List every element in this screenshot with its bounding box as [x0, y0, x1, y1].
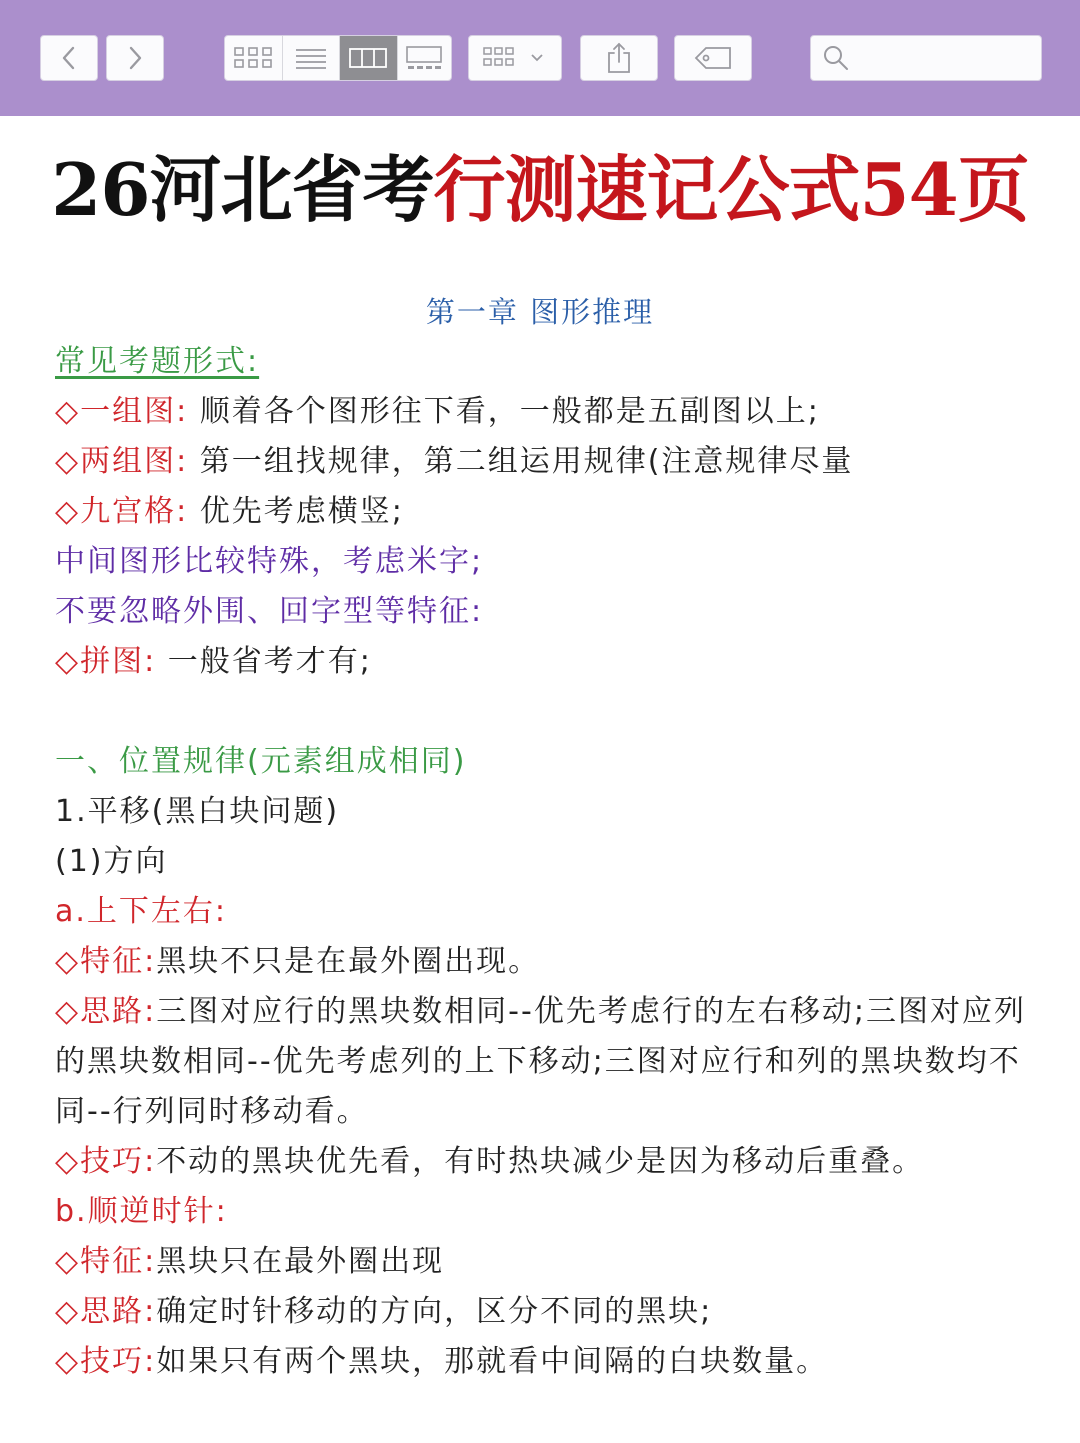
item-label: ◇九宫格:: [55, 494, 189, 529]
list-item: [55, 640, 1055, 684]
item-text: 三图对应行的黑块数相同--优先考虑行的左右移动;三图对应列的黑块数相同--优先考虑列的上下移动;三图对应行和列的黑块数均不同--行列同时移动看。: [55, 994, 1026, 1129]
item-text: 如果只有两个黑块，那就看中间隔的白块数量。: [156, 1344, 829, 1379]
item-text: 顺着各个图形往下看，一般都是五副图以上;: [188, 394, 820, 429]
title-red-part: 行测速记公式54页: [433, 147, 1029, 232]
title-black-part: 26河北省考: [51, 147, 434, 232]
finder-toolbar: [0, 0, 1080, 116]
gallery-view-icon: [404, 45, 444, 71]
list-item: [55, 1240, 1055, 1284]
item-label: ◇思路:: [55, 994, 157, 1029]
list-item: [55, 490, 1055, 534]
list-view-button[interactable]: [283, 36, 341, 80]
list-view-icon: [294, 46, 328, 70]
search-field[interactable]: [810, 35, 1042, 81]
list-item-paragraph: [55, 987, 1045, 1137]
list-item: [55, 1340, 1055, 1384]
grid-view-button[interactable]: [225, 36, 283, 80]
item-label: ◇特征:: [55, 1244, 157, 1279]
tag-button[interactable]: [674, 35, 752, 81]
list-item: [55, 1290, 1055, 1334]
item-text: 黑块只在最外圈出现: [156, 1244, 445, 1279]
view-mode-segmented-control: [224, 35, 452, 81]
item-label: ◇两组图:: [55, 444, 189, 479]
group-by-button[interactable]: [468, 35, 562, 81]
item-text: 第一组找规律，第二组运用规律(注意规律尽量: [188, 444, 854, 479]
forward-button[interactable]: [106, 35, 164, 81]
item-label: ◇一组图:: [55, 394, 189, 429]
item-label: ◇特征:: [55, 944, 157, 979]
subheading-a: a.上下左右:: [55, 894, 228, 929]
chevron-right-icon: [124, 45, 146, 71]
item-label: ◇拼图:: [55, 644, 157, 679]
item-text: 一般省考才有;: [156, 644, 372, 679]
list-item: [55, 390, 1055, 434]
item-text: 黑块不只是在最外圈出现。: [156, 944, 541, 979]
chevron-left-icon: [58, 45, 80, 71]
search-icon: [821, 43, 851, 73]
list-item: [55, 940, 1055, 984]
column-view-button[interactable]: [340, 36, 398, 80]
group-by-icon: [480, 45, 550, 71]
note-line: 不要忽略外围、回字型等特征:: [55, 594, 484, 629]
list-item: [55, 1140, 1055, 1184]
column-view-icon: [348, 46, 388, 70]
note-line: 中间图形比较特殊，考虑米字;: [55, 544, 484, 579]
chapter-heading: 第一章 图形推理: [425, 295, 655, 329]
share-button[interactable]: [580, 35, 658, 81]
subheading-b: b.顺逆时针:: [55, 1194, 228, 1229]
subheading: (1)方向: [55, 844, 168, 879]
item-label: ◇思路:: [55, 1294, 157, 1329]
grid-view-icon: [233, 46, 273, 70]
page-title: [0, 140, 1080, 240]
back-button[interactable]: [40, 35, 98, 81]
item-label: ◇技巧:: [55, 1344, 157, 1379]
item-text: 确定时针移动的方向，区分不同的黑块;: [156, 1294, 713, 1329]
list-item: [55, 440, 1055, 484]
item-text: 优先考虑横竖;: [188, 494, 404, 529]
item-text: 不动的黑块优先看，有时热块减少是因为移动后重叠。: [156, 1144, 925, 1179]
tag-icon: [693, 45, 733, 71]
item-label: ◇技巧:: [55, 1144, 157, 1179]
section-heading-position: 一、位置规律(元素组成相同): [55, 744, 467, 779]
gallery-view-button[interactable]: [398, 36, 452, 80]
section-heading-forms: 常见考题形式:: [55, 344, 260, 379]
share-icon: [604, 41, 634, 75]
subheading: 1.平移(黑白块问题): [55, 794, 340, 829]
